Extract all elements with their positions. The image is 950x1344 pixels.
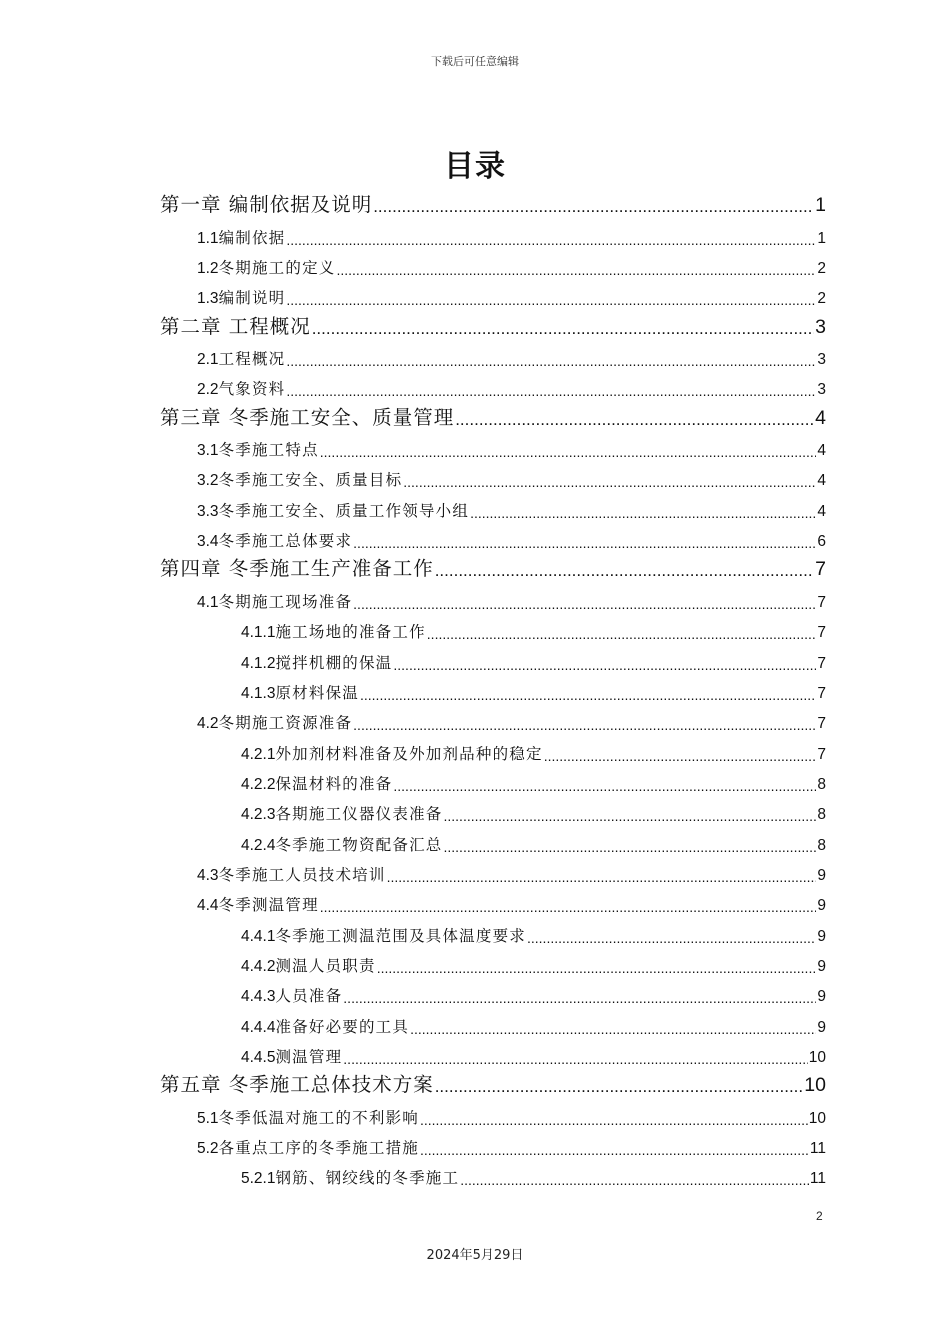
dot-leader — [393, 778, 816, 794]
toc-entry[interactable] — [160, 829, 826, 859]
toc-entry-page: 4 — [817, 502, 826, 520]
dot-leader — [373, 197, 814, 217]
toc-entry-page: 7 — [815, 558, 826, 581]
toc-entry-page: 8 — [817, 836, 826, 854]
toc-entry[interactable] — [160, 708, 826, 738]
toc-entry-title: 气象资料 — [218, 380, 286, 399]
dot-leader — [343, 990, 816, 1006]
toc-entry-number: 4.1 — [197, 593, 219, 611]
dot-leader — [387, 869, 817, 885]
toc-entry-page: 8 — [817, 775, 826, 793]
toc-entry-title: 冬季施工物资配备汇总 — [275, 835, 443, 854]
toc-entry-title: 冬期施工现场准备 — [218, 592, 353, 611]
toc-entry[interactable] — [160, 799, 826, 829]
toc-entry-page: 3 — [815, 315, 826, 338]
toc-entry-page: 9 — [817, 1018, 826, 1036]
toc-entry-number: 4.2.2 — [241, 775, 276, 793]
toc-entry-number: 4.1.3 — [241, 684, 276, 702]
toc-entry-number: 3.4 — [197, 533, 219, 551]
toc-entry-page: 3 — [817, 381, 826, 399]
toc-entry-title: 第五章 冬季施工总体技术方案 — [160, 1073, 434, 1097]
toc-entry-page: 6 — [817, 533, 826, 551]
toc-entry-page: 9 — [817, 866, 826, 884]
toc-entry-page: 10 — [804, 1074, 826, 1097]
dot-leader — [435, 561, 814, 581]
toc-entry[interactable] — [160, 1011, 826, 1041]
dot-leader — [286, 232, 816, 248]
toc-entry[interactable] — [160, 1133, 826, 1163]
toc-entry[interactable] — [160, 1163, 826, 1193]
toc-entry[interactable] — [160, 526, 826, 556]
dot-leader — [360, 687, 816, 703]
toc-entry[interactable] — [160, 1072, 826, 1102]
toc-entry-title: 编制依据 — [218, 228, 286, 247]
toc-entry[interactable] — [160, 435, 826, 465]
dot-leader — [312, 319, 814, 339]
toc-entry-title: 第三章 冬季施工安全、质量管理 — [160, 405, 455, 429]
toc-entry-page: 7 — [817, 684, 826, 702]
toc-entry-title: 钢筋、钢绞线的冬季施工 — [275, 1169, 460, 1188]
toc-entry-title: 冬季测温管理 — [218, 896, 319, 915]
toc-entry[interactable] — [160, 920, 826, 950]
toc-entry-page: 7 — [817, 624, 826, 642]
toc-entry-page: 7 — [817, 654, 826, 672]
toc-entry-title: 保温材料的准备 — [275, 774, 393, 793]
toc-entry-number: 1.3 — [197, 290, 219, 308]
dot-leader — [420, 1112, 808, 1128]
toc-entry-title: 外加剂材料准备及外加剂品种的稳定 — [275, 744, 543, 763]
toc-entry-number: 4.2.1 — [241, 745, 276, 763]
toc-entry-number: 4.4.2 — [241, 957, 276, 975]
toc-entry-page: 11 — [809, 1140, 826, 1157]
toc-entry[interactable] — [160, 586, 826, 616]
toc-entry-page: 3 — [817, 351, 826, 369]
dot-leader — [377, 960, 817, 976]
toc-entry[interactable] — [160, 981, 826, 1011]
toc-entry-title: 各重点工序的冬季施工措施 — [218, 1139, 419, 1157]
toc-entry[interactable] — [160, 860, 826, 890]
toc-entry-title: 搅拌机棚的保温 — [275, 653, 393, 672]
dot-leader — [286, 353, 816, 369]
toc-entry-page: 1 — [817, 229, 826, 247]
toc-entry-title: 编制说明 — [218, 289, 286, 308]
toc-entry-title: 冬季施工安全、质量工作领导小组 — [218, 501, 470, 520]
dot-leader — [353, 717, 816, 733]
toc-entry[interactable] — [160, 890, 826, 920]
toc-entry-title: 第四章 冬季施工生产准备工作 — [160, 557, 434, 581]
toc-entry-title: 测温管理 — [275, 1047, 343, 1066]
toc-title: 目录 — [444, 149, 506, 184]
page-number: 2 — [816, 1209, 823, 1223]
toc-entry-title: 冬季低温对施工的不利影响 — [218, 1108, 419, 1127]
dot-leader — [427, 626, 817, 642]
dot-leader — [320, 444, 817, 460]
toc-entry[interactable] — [160, 647, 826, 677]
dot-leader — [435, 1077, 804, 1097]
dot-leader — [527, 930, 816, 946]
toc-entry[interactable] — [160, 253, 826, 283]
toc-entry-title: 第二章 工程概况 — [160, 314, 311, 338]
toc-entry-number: 4.4.3 — [241, 988, 276, 1006]
toc-entry[interactable] — [160, 192, 826, 222]
dot-leader — [544, 748, 817, 764]
toc-entry-page: 9 — [817, 988, 826, 1006]
toc-entry[interactable] — [160, 222, 826, 252]
toc-entry-title: 冬季施工安全、质量目标 — [218, 471, 403, 490]
toc-entry-title: 冬季施工人员技术培训 — [218, 865, 386, 884]
toc-entry-number: 3.3 — [197, 502, 219, 520]
toc-entry-page: 10 — [808, 1048, 826, 1066]
toc-entry-page: 10 — [808, 1109, 826, 1127]
toc-entry-number: 4.2 — [197, 715, 219, 733]
dot-leader — [444, 808, 817, 824]
dot-leader — [410, 1021, 816, 1037]
toc-entry-title: 冬期施工的定义 — [218, 259, 336, 278]
toc-entry-title: 冬期施工资源准备 — [218, 714, 353, 733]
toc-entry-page: 1 — [815, 194, 826, 217]
toc-entry-title: 冬季施工特点 — [218, 441, 319, 460]
toc-entry[interactable] — [160, 283, 826, 313]
toc-entry-page: 11 — [809, 1170, 826, 1188]
toc-entry-title: 各期施工仪器仪表准备 — [275, 805, 443, 824]
page-header: 下载后可任意编辑 — [431, 55, 519, 68]
dot-leader — [403, 474, 816, 490]
dot-leader — [336, 262, 816, 278]
toc-entry-number: 4.4 — [197, 897, 219, 915]
toc-entry[interactable] — [160, 738, 826, 768]
toc-entry-number: 4.4.1 — [241, 927, 276, 945]
toc-entry-page: 9 — [817, 927, 826, 945]
toc-entry-title: 测温人员职责 — [275, 956, 376, 975]
toc-entry[interactable] — [160, 374, 826, 404]
toc-entry-title: 原材料保温 — [275, 683, 359, 702]
toc-entry-number: 4.3 — [197, 866, 219, 884]
toc-entry-page: 2 — [817, 260, 826, 278]
toc-entry-number: 3.2 — [197, 472, 219, 490]
toc-entry-number: 4.4.4 — [241, 1018, 276, 1036]
dot-leader — [470, 505, 816, 521]
toc-entry-page: 4 — [815, 406, 826, 429]
toc-entry-page: 9 — [817, 897, 826, 915]
dot-leader — [286, 292, 816, 308]
toc-entry[interactable] — [160, 617, 826, 647]
toc-entry[interactable] — [160, 495, 826, 525]
dot-leader — [444, 839, 817, 855]
dot-leader — [353, 535, 816, 551]
toc-entry-page: 2 — [817, 290, 826, 308]
toc-entry-title: 冬季施工总体要求 — [218, 532, 353, 551]
toc-entry[interactable] — [160, 404, 826, 434]
toc-entry-number: 2.2 — [197, 381, 219, 399]
toc-entry-number: 5.1 — [197, 1109, 219, 1127]
toc-entry-page: 4 — [817, 472, 826, 490]
toc-entry-page: 8 — [817, 806, 826, 824]
toc-entry-page: 7 — [817, 715, 826, 733]
toc-entry[interactable] — [160, 344, 826, 374]
toc-entry-number: 2.1 — [197, 351, 219, 369]
toc-entry-number: 5.2.1 — [241, 1170, 276, 1188]
toc-entry-page: 7 — [817, 593, 826, 611]
toc-entry[interactable] — [160, 1042, 826, 1072]
dot-leader — [420, 1142, 809, 1158]
table-of-contents — [160, 192, 826, 1193]
toc-entry[interactable] — [160, 313, 826, 343]
dot-leader — [320, 899, 817, 915]
toc-entry-title: 施工场地的准备工作 — [275, 623, 426, 642]
toc-entry-page: 9 — [817, 957, 826, 975]
toc-entry[interactable] — [160, 951, 826, 981]
toc-entry[interactable] — [160, 465, 826, 495]
toc-entry-number: 1.2 — [197, 260, 219, 278]
toc-entry[interactable] — [160, 769, 826, 799]
toc-entry-number: 4.2.4 — [241, 836, 276, 854]
toc-entry-number: 5.2 — [197, 1140, 219, 1157]
dot-leader — [455, 410, 814, 430]
toc-entry-title: 第一章 编制依据及说明 — [160, 193, 373, 217]
toc-entry-number: 1.1 — [197, 229, 219, 247]
toc-entry-title: 冬季施工测温范围及具体温度要求 — [275, 926, 526, 945]
toc-entry-title: 准备好必要的工具 — [275, 1017, 410, 1036]
toc-entry[interactable] — [160, 678, 826, 708]
dot-leader — [353, 596, 816, 612]
toc-entry-title: 人员准备 — [275, 987, 343, 1006]
dot-leader — [460, 1172, 809, 1188]
toc-entry-page: 4 — [817, 442, 826, 460]
dot-leader — [343, 1051, 807, 1067]
dot-leader — [393, 657, 816, 673]
toc-entry[interactable] — [160, 1102, 826, 1132]
toc-entry-number: 3.1 — [197, 442, 219, 460]
toc-entry[interactable] — [160, 556, 826, 586]
toc-entry-number: 4.4.5 — [241, 1048, 276, 1066]
toc-entry-number: 4.1.1 — [241, 624, 276, 642]
dot-leader — [286, 383, 816, 399]
footer-date: 2024年5月29日 — [426, 1248, 524, 1263]
toc-entry-number: 4.1.2 — [241, 654, 276, 672]
toc-entry-page: 7 — [817, 745, 826, 763]
toc-entry-number: 4.2.3 — [241, 806, 276, 824]
toc-entry-title: 工程概况 — [218, 350, 286, 369]
